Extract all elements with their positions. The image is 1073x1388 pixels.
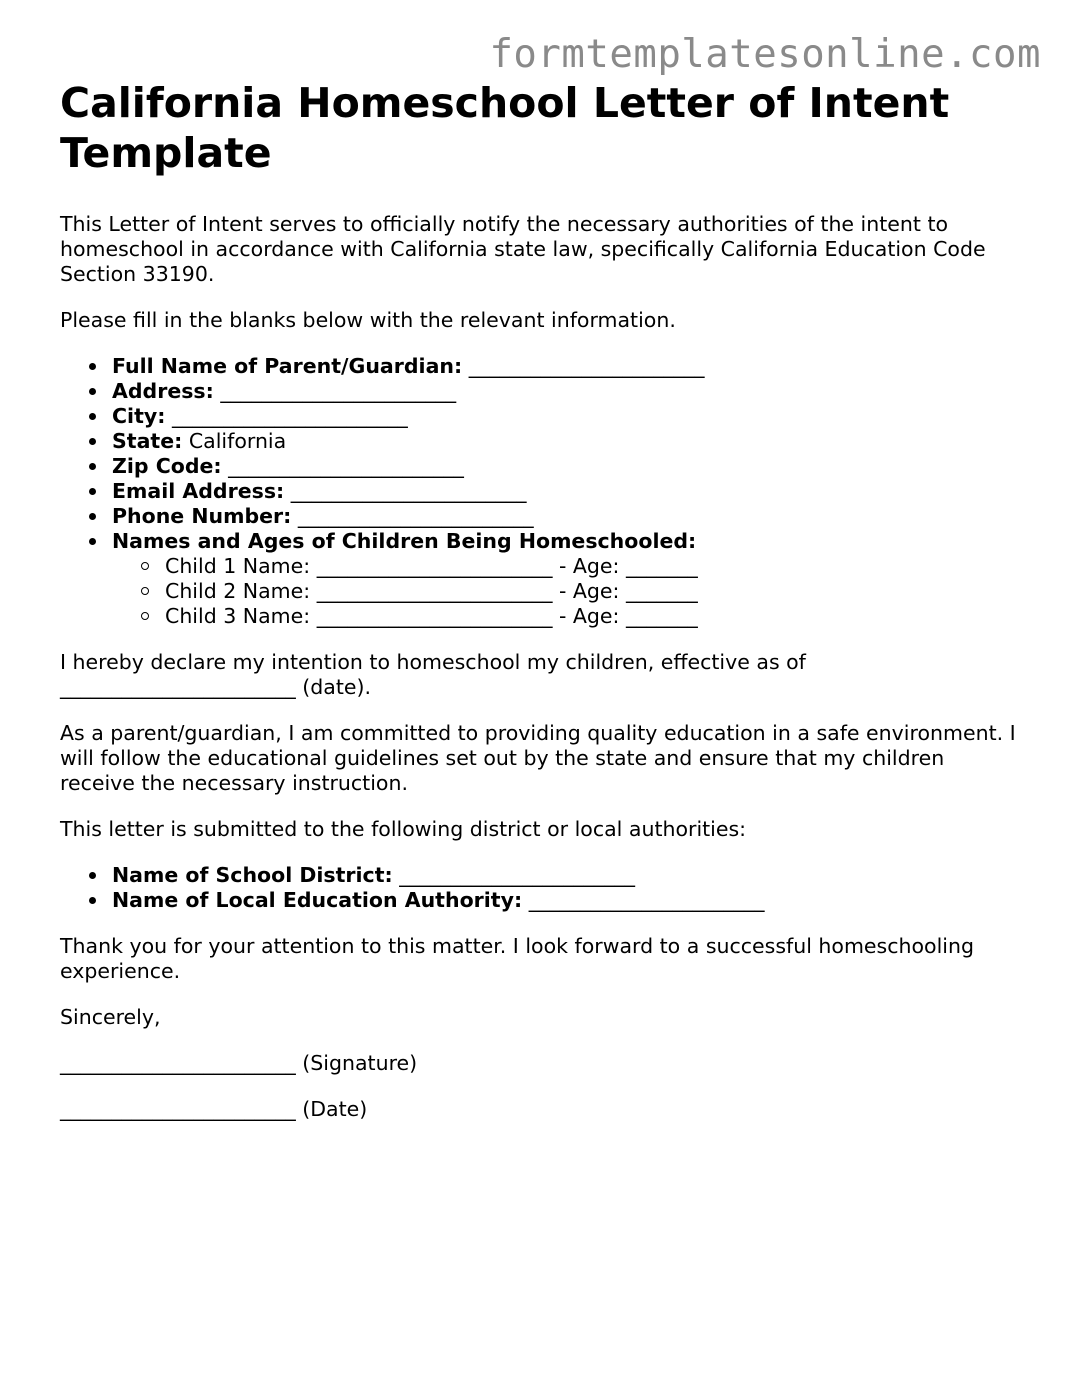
field-value: California: [188, 429, 287, 453]
field-label: Email Address:: [112, 479, 285, 503]
authority-label: Name of School District:: [112, 863, 393, 887]
children-list: [112, 554, 1020, 629]
page-title: California Homeschool Letter of Intent Template: [60, 79, 950, 177]
field-label: Address:: [112, 379, 214, 403]
child-entry-1[interactable]: Child 1 Name: _______________________ - Age: _______: [112, 554, 1020, 579]
field-value[interactable]: _______________________: [468, 354, 705, 378]
authority-label: Name of Local Education Authority:: [112, 888, 523, 912]
fill-instruction: Please fill in the blanks below with the relevant information.: [60, 308, 676, 332]
authorities-list: [60, 863, 1020, 913]
submitted-to-paragraph: This letter is submitted to the following district or local authorities:: [60, 817, 747, 841]
field-children: [60, 529, 1020, 629]
signature-line[interactable]: _______________________ (Signature): [60, 1051, 418, 1075]
child-entry-3[interactable]: Child 3 Name: _______________________ - Age: _______: [112, 604, 1020, 629]
authority-local-education: [60, 888, 1020, 913]
closing: Sincerely,: [60, 1005, 161, 1029]
field-email: [60, 479, 1020, 504]
authority-school-district: [60, 863, 1020, 888]
field-label: Phone Number:: [112, 504, 292, 528]
fields-list: [60, 354, 1020, 629]
field-label: State:: [112, 429, 183, 453]
field-label: Names and Ages of Children Being Homeschooled:: [112, 529, 697, 553]
commitment-paragraph: As a parent/guardian, I am committed to providing quality education in a safe environment. I will follow the educational guidelines set out by the state and ensure that my children receive the necessary instruction.: [60, 721, 1016, 795]
field-value[interactable]: _______________________: [290, 479, 527, 503]
field-parent-name: [60, 354, 1020, 379]
child-entry-2[interactable]: Child 2 Name: _______________________ - Age: _______: [112, 579, 1020, 604]
watermark: formtemplatesonline.com: [489, 32, 1041, 77]
field-value[interactable]: _______________________: [171, 404, 408, 428]
declaration-paragraph: I hereby declare my intention to homeschool my children, effective as of _______________________ (date).: [60, 650, 806, 699]
field-label: Full Name of Parent/Guardian:: [112, 354, 463, 378]
field-zip-code: [60, 454, 1020, 479]
intro-paragraph: This Letter of Intent serves to officially notify the necessary authorities of the intent to homeschool in accordance with California state law, specifically California Education Code Section 33190.: [60, 212, 986, 286]
thanks-paragraph: Thank you for your attention to this matter. I look forward to a successful homeschooling experience.: [60, 934, 974, 983]
field-value[interactable]: _______________________: [228, 454, 464, 478]
field-phone: [60, 504, 1020, 529]
authority-value[interactable]: _______________________: [399, 863, 635, 887]
field-label: Zip Code:: [112, 454, 222, 478]
field-address: [60, 379, 1020, 404]
field-city: [60, 404, 1020, 429]
date-line[interactable]: _______________________ (Date): [60, 1097, 368, 1121]
letter-document: [60, 78, 1020, 1122]
authority-value[interactable]: _______________________: [528, 888, 765, 912]
field-label: City:: [112, 404, 166, 428]
field-value[interactable]: _______________________: [297, 504, 534, 528]
field-value[interactable]: _______________________: [220, 379, 457, 403]
field-state: [60, 429, 1020, 454]
